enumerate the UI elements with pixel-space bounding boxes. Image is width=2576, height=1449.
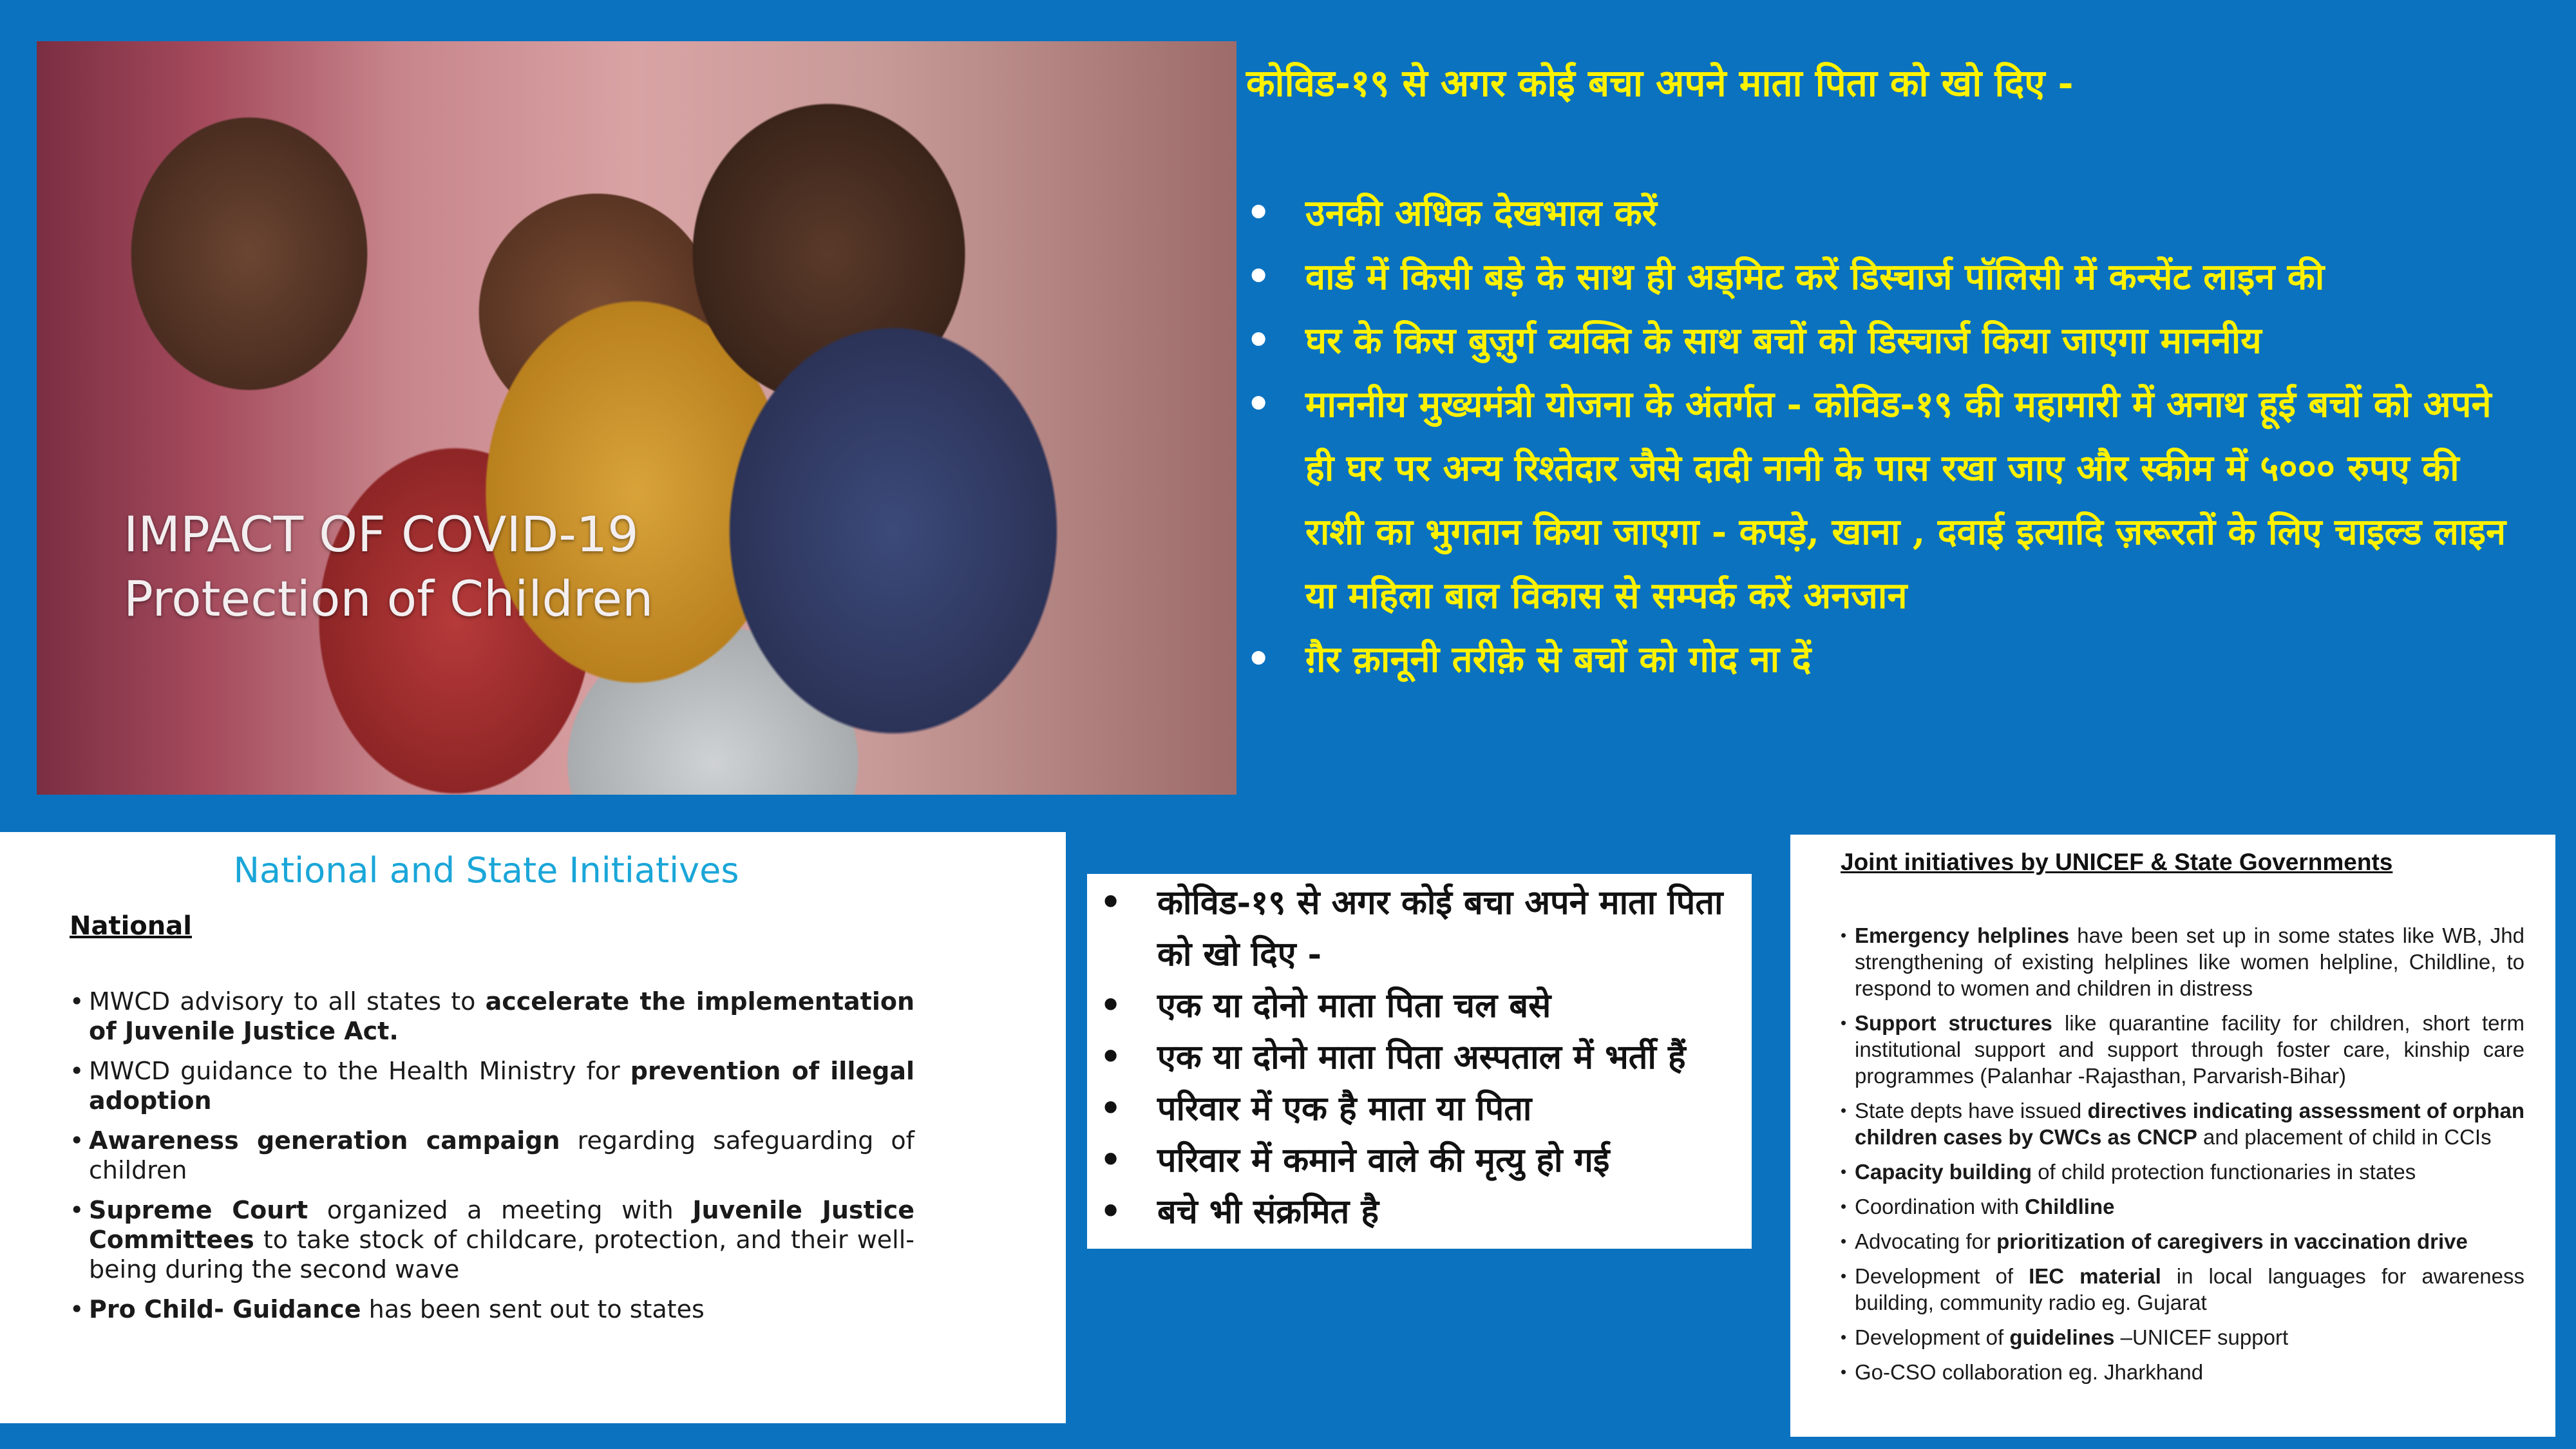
national-item: • Supreme Court organized a meeting with Juvenile Justice Committees to take stock of childcare, protection, and their well-being during the second wave <box>70 1195 914 1284</box>
middle-hindi-item: • परिवार में कमाने वाले की मृत्यु हो गई <box>1095 1135 1745 1186</box>
unicef-item: • Development of IEC material in local languages for awareness building, community radio eg. Gujarat <box>1841 1263 2524 1316</box>
unicef-item: • Emergency helplines have been set up in some states like WB, Jhd strengthening of existing helplines like women helpline, Childline, to respond to women and children in distress <box>1841 922 2524 1001</box>
middle-hindi-item: • एक या दोनो माता पिता अस्पताल में भर्ती हैं <box>1095 1032 1745 1083</box>
hindi-bullet: • वार्ड में किसी बड़े के साथ ही अड्मिट करें डिस्चार्ज पॉलिसी में कन्सेंट लाइन की <box>1246 245 2521 309</box>
middle-hindi-item: • परिवार में एक है माता या पिता <box>1095 1083 1745 1135</box>
photo-family-covid <box>37 41 1236 795</box>
unicef-item: • Advocating for prioritization of caregivers in vaccination drive <box>1841 1228 2524 1255</box>
unicef-item: • Go-CSO collaboration eg. Jharkhand <box>1841 1359 2524 1385</box>
national-item: • MWCD guidance to the Health Ministry for prevention of illegal adoption <box>70 1056 914 1115</box>
hindi-heading: कोविड-१९ से अगर कोई बचा अपने माता पिता को खो दिए - <box>1246 61 2074 105</box>
panel-corner-cutout <box>1012 1423 1066 1449</box>
hindi-bullet: • उनकी अधिक देखभाल करें <box>1246 182 2521 245</box>
middle-hindi-item: • कोविड-१९ से अगर कोई बचा अपने माता पिता को खो दिए - <box>1095 877 1745 980</box>
unicef-list <box>1841 922 2524 1394</box>
unicef-item: • Capacity building of child protection functionaries in states <box>1841 1159 2524 1185</box>
national-subheading: National <box>70 911 192 941</box>
national-item: • MWCD advisory to all states to accelerate the implementation of Juvenile Justice Act. <box>70 987 914 1046</box>
photo-caption-line1: IMPACT OF COVID-19 <box>124 506 639 563</box>
national-panel-title: National and State Initiatives <box>233 850 739 891</box>
hindi-bullet: • ग़ैर क़ानूनी तरीक़े से बचों को गोद ना दें <box>1246 628 2521 692</box>
hindi-bullet: • माननीय मुख्यमंत्री योजना के अंतर्गत - कोविड-१९ की महामारी में अनाथ हूई बचों को अपने ही घर पर अन्य रिश्तेदार जैसे दादी नानी के पास रखा जाए और स्कीम में ५००० रुपए की राशी का भुगतान किया जाएगा - कपड़े, खाना , दवाई इत्यादि ज़रूरतों के लिए चाइल्ड लाइन या महिला बाल विकास से सम्पर्क करें अनजान <box>1246 373 2521 628</box>
national-item: • Awareness generation campaign regarding safeguarding of children <box>70 1126 914 1185</box>
photo-caption <box>124 502 653 631</box>
middle-hindi-list <box>1095 877 1745 1238</box>
hindi-bullet-list <box>1246 182 2521 692</box>
unicef-item: • Development of guidelines –UNICEF support <box>1841 1324 2524 1350</box>
hindi-bullet: • घर के किस बुज़ुर्ग व्यक्ति के साथ बचों को डिस्चार्ज किया जाएगा माननीय <box>1246 309 2521 373</box>
national-list <box>70 987 914 1334</box>
middle-hindi-item: • एक या दोनो माता पिता चल बसे <box>1095 980 1745 1032</box>
unicef-panel-title: Joint initiatives by UNICEF & State Governments <box>1841 849 2393 875</box>
unicef-item: • Coordination with Childline <box>1841 1193 2524 1220</box>
photo-caption-line2: Protection of Children <box>124 570 654 627</box>
middle-hindi-item: • बचे भी संक्रमित है <box>1095 1186 1745 1238</box>
national-item: • Pro Child- Guidance has been sent out to states <box>70 1294 914 1324</box>
unicef-item: • Support structures like quarantine facility for children, short term institutional support and support through foster care, kinship care programmes (Palanhar -Rajasthan, Parvarish-Bihar) <box>1841 1010 2524 1089</box>
unicef-item: • State depts have issued directives indicating assessment of orphan children cases by CWCs as CNCP and placement of child in CCIs <box>1841 1097 2524 1150</box>
